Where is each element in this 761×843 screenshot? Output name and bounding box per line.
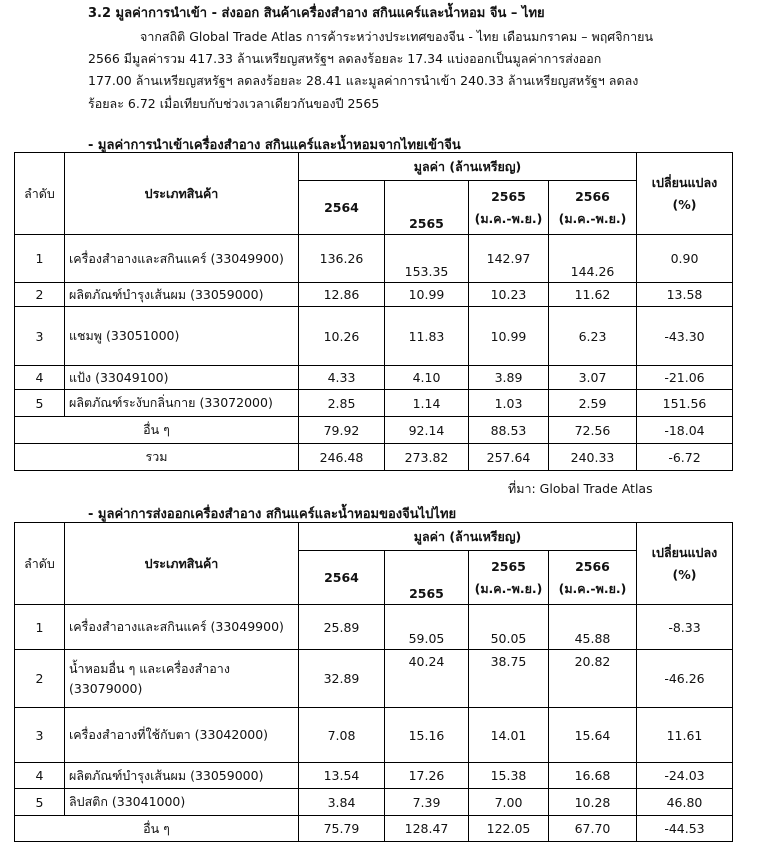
value-cell: 2.85	[299, 390, 385, 417]
year-2564-header: 2564	[299, 551, 385, 605]
value-cell: 15.64	[549, 708, 637, 763]
rank-cell: 1	[15, 235, 65, 283]
rank-cell: 2	[15, 650, 65, 708]
product-cell: แชมพู (33051000)	[65, 307, 299, 366]
year-2566-period-header: 2566 (ม.ค.-พ.ย.)	[549, 551, 637, 605]
rank-cell: 1	[15, 605, 65, 650]
value-cell: 3.89	[469, 366, 549, 390]
product-type-header: ประเภทสินค้า	[65, 523, 299, 605]
export-table	[14, 522, 733, 842]
value-cell: 40.24	[385, 650, 469, 708]
value-cell: 10.26	[299, 307, 385, 366]
table-row	[15, 307, 733, 366]
value-cell: 38.75	[469, 650, 549, 708]
value-cell: 75.79	[299, 816, 385, 842]
table-row	[15, 605, 733, 650]
value-cell: 2.59	[549, 390, 637, 417]
import-table-title: - มูลค่าการนำเข้าเครื่องสำอาง สกินแคร์และน้ำหอมจากไทยเข้าจีน	[88, 138, 461, 153]
value-cell: 16.68	[549, 763, 637, 789]
change-cell: -6.72	[637, 444, 733, 471]
change-cell: -18.04	[637, 417, 733, 444]
change-cell: -21.06	[637, 366, 733, 390]
value-cell: 4.10	[385, 366, 469, 390]
change-cell: -43.30	[637, 307, 733, 366]
value-cell: 45.88	[549, 605, 637, 650]
value-cell: 3.07	[549, 366, 637, 390]
value-cell: 11.83	[385, 307, 469, 366]
change-header: เปลี่ยนแปลง (%)	[637, 153, 733, 235]
change-header: เปลี่ยนแปลง (%)	[637, 523, 733, 605]
value-cell: 7.08	[299, 708, 385, 763]
product-cell: เครื่องสำอางที่ใช้กับตา (33042000)	[65, 708, 299, 763]
change-cell: 46.80	[637, 789, 733, 816]
paragraph-line: 2566 มีมูลค่ารวม 417.33 ล้านเหรียญสหรัฐฯ ลดลงร้อยละ 17.34 แบ่งออกเป็นมูลค่าการส่งออก	[88, 51, 602, 67]
value-cell: 6.23	[549, 307, 637, 366]
value-cell: 92.14	[385, 417, 469, 444]
value-cell: 153.35	[385, 235, 469, 283]
value-cell: 13.54	[299, 763, 385, 789]
others-row	[15, 816, 733, 842]
total-label: รวม	[15, 444, 299, 471]
value-cell: 11.62	[549, 283, 637, 307]
product-cell: ลิปสติก (33041000)	[65, 789, 299, 816]
rank-cell: 4	[15, 366, 65, 390]
product-cell: น้ำหอมอื่น ๆ และเครื่องสำอาง (33079000)	[65, 650, 299, 708]
value-cell: 246.48	[299, 444, 385, 471]
value-cell: 240.33	[549, 444, 637, 471]
value-cell: 1.03	[469, 390, 549, 417]
change-cell: 0.90	[637, 235, 733, 283]
value-group-header: มูลค่า (ล้านเหรียญ)	[299, 153, 637, 181]
paragraph-line: 177.00 ล้านเหรียญสหรัฐฯ ลดลงร้อยละ 28.41 และมูลค่าการนำเข้า 240.33 ล้านเหรียญสหรัฐฯ ลดลง	[88, 73, 639, 89]
rank-cell: 3	[15, 307, 65, 366]
value-cell: 12.86	[299, 283, 385, 307]
product-cell: เครื่องสำอางและสกินแคร์ (33049900)	[65, 605, 299, 650]
paragraph-line: ร้อยละ 6.72 เมื่อเทียบกับช่วงเวลาเดียวกันของปี 2565	[88, 95, 380, 111]
others-label: อื่น ๆ	[15, 417, 299, 444]
value-cell: 3.84	[299, 789, 385, 816]
product-cell: ผลิตภัณฑ์บำรุงเส้นผม (33059000)	[65, 763, 299, 789]
value-cell: 136.26	[299, 235, 385, 283]
value-cell: 10.23	[469, 283, 549, 307]
year-2565-header: 2565	[385, 181, 469, 235]
value-cell: 7.00	[469, 789, 549, 816]
table-row	[15, 763, 733, 789]
total-row	[15, 444, 733, 471]
value-cell: 273.82	[385, 444, 469, 471]
value-cell: 10.99	[469, 307, 549, 366]
value-cell: 59.05	[385, 605, 469, 650]
value-group-header: มูลค่า (ล้านเหรียญ)	[299, 523, 637, 551]
year-2566-period-header: 2566 (ม.ค.-พ.ย.)	[549, 181, 637, 235]
paragraph-line: จากสถิติ Global Trade Atlas การค้าระหว่างประเทศของจีน - ไทย เดือนมกราคม – พฤศจิกายน	[140, 29, 654, 44]
value-cell: 10.99	[385, 283, 469, 307]
year-2564-header: 2564	[299, 181, 385, 235]
year-2565-period-header: 2565 (ม.ค.-พ.ย.)	[469, 181, 549, 235]
value-cell: 67.70	[549, 816, 637, 842]
rank-cell: 5	[15, 789, 65, 816]
year-2565-header: 2565	[385, 551, 469, 605]
value-cell: 88.53	[469, 417, 549, 444]
product-cell: แป้ง (33049100)	[65, 366, 299, 390]
rank-cell: 2	[15, 283, 65, 307]
value-cell: 15.38	[469, 763, 549, 789]
rank-header: ลำดับ	[15, 523, 65, 605]
product-type-header: ประเภทสินค้า	[65, 153, 299, 235]
change-cell: -44.53	[637, 816, 733, 842]
product-cell: ผลิตภัณฑ์ระงับกลิ่นกาย (33072000)	[65, 390, 299, 417]
table-row	[15, 235, 733, 283]
value-cell: 15.16	[385, 708, 469, 763]
rank-header: ลำดับ	[15, 153, 65, 235]
value-cell: 50.05	[469, 605, 549, 650]
export-table-title: - มูลค่าการส่งออกเครื่องสำอาง สกินแคร์และน้ำหอมของจีนไปไทย	[88, 507, 457, 522]
value-cell: 25.89	[299, 605, 385, 650]
value-cell: 32.89	[299, 650, 385, 708]
table-row	[15, 283, 733, 307]
value-cell: 72.56	[549, 417, 637, 444]
rank-cell: 3	[15, 708, 65, 763]
value-cell: 257.64	[469, 444, 549, 471]
change-cell: -46.26	[637, 650, 733, 708]
section-title: 3.2 มูลค่าการนำเข้า - ส่งออก สินค้าเครื่องสำอาง สกินแคร์และน้ำหอม จีน – ไทย	[88, 6, 545, 21]
change-cell: -8.33	[637, 605, 733, 650]
year-2565-period-header: 2565 (ม.ค.-พ.ย.)	[469, 551, 549, 605]
table-row	[15, 390, 733, 417]
others-row	[15, 417, 733, 444]
value-cell: 14.01	[469, 708, 549, 763]
others-label: อื่น ๆ	[15, 816, 299, 842]
summary-paragraph	[88, 26, 668, 115]
value-cell: 142.97	[469, 235, 549, 283]
value-cell: 128.47	[385, 816, 469, 842]
value-cell: 20.82	[549, 650, 637, 708]
value-cell: 7.39	[385, 789, 469, 816]
table-row	[15, 366, 733, 390]
change-cell: 151.56	[637, 390, 733, 417]
change-cell: -24.03	[637, 763, 733, 789]
value-cell: 144.26	[549, 235, 637, 283]
value-cell: 1.14	[385, 390, 469, 417]
value-cell: 79.92	[299, 417, 385, 444]
rank-cell: 5	[15, 390, 65, 417]
product-cell: ผลิตภัณฑ์บำรุงเส้นผม (33059000)	[65, 283, 299, 307]
value-cell: 4.33	[299, 366, 385, 390]
change-cell: 11.61	[637, 708, 733, 763]
rank-cell: 4	[15, 763, 65, 789]
product-cell: เครื่องสำอางและสกินแคร์ (33049900)	[65, 235, 299, 283]
change-cell: 13.58	[637, 283, 733, 307]
value-cell: 17.26	[385, 763, 469, 789]
table-row	[15, 650, 733, 708]
value-cell: 122.05	[469, 816, 549, 842]
value-cell: 10.28	[549, 789, 637, 816]
import-table	[14, 152, 733, 471]
source-note: ที่มา: Global Trade Atlas	[508, 481, 653, 496]
table-row	[15, 708, 733, 763]
table-row	[15, 789, 733, 816]
